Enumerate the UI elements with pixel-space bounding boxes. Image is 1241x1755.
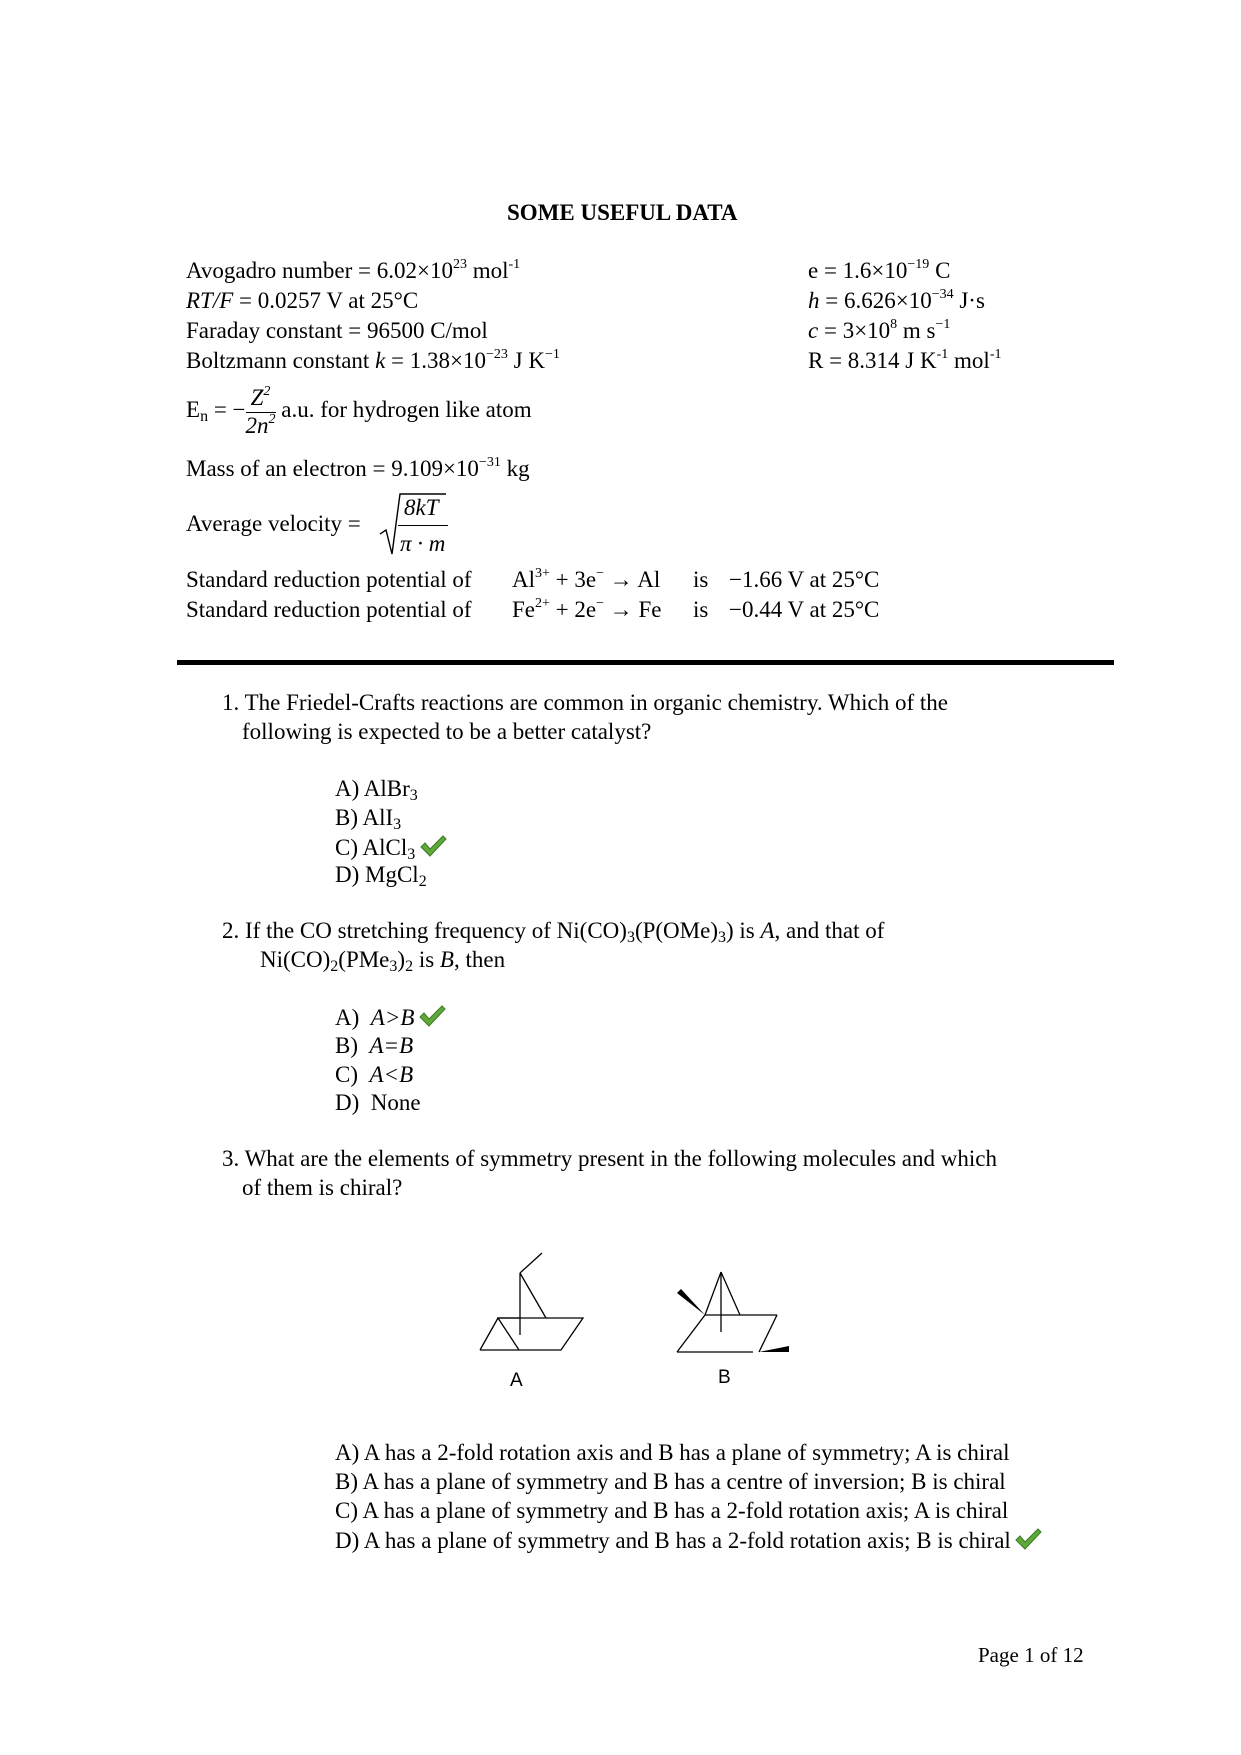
q2-text-line2: $Ni(CO)_2(PMe_3)_2$ is B, then — [260, 947, 506, 975]
potential-al-reaction: $Al^{3+} + 3e^- \to Al$ — [512, 566, 661, 592]
velocity-denominator: π · m — [400, 531, 446, 556]
q1-option-a: A) AlBr$_3$ — [335, 776, 418, 804]
velocity-fraction-bar — [398, 525, 448, 526]
q2-option-a: A) A>B — [335, 1004, 446, 1031]
electron-charge-line: $e = 1.6\times 10^{-19}$ C — [808, 257, 951, 283]
checkmark-icon — [418, 1004, 446, 1028]
velocity-numerator: 8kT — [404, 495, 439, 520]
q2-option-b: B) A=B — [335, 1033, 414, 1058]
avogadro-line: Avogadro number = $6.02\times 10^{23}$ mol$^{-1}$ — [186, 257, 521, 283]
section-divider — [177, 660, 1114, 665]
q2-option-d: D) None — [335, 1090, 421, 1115]
q1-option-b: B) AlI$_3$ — [335, 805, 402, 833]
rtf-line: RT/F = 0.0257 V at 25°C — [186, 288, 419, 313]
energy-fraction: $\frac{Z^2}{2n^2}$ — [245, 384, 276, 439]
electron-mass-line: Mass of an electron = $9.109\times 10^{-31}$ kg — [186, 455, 530, 481]
q3-option-a: A) A has a 2-fold rotation axis and B has a plane of symmetry; A is chiral — [335, 1440, 1010, 1465]
q2-option-c: C) A<B — [335, 1062, 414, 1087]
faraday-line: Faraday constant = 96500 C/mol — [186, 318, 488, 343]
q3-option-b: B) A has a plane of symmetry and B has a centre of inversion; B is chiral — [335, 1469, 1006, 1494]
checkmark-icon — [419, 834, 447, 858]
potential-fe-is: is — [693, 597, 709, 622]
q2-text-line1: 2. If the CO stretching frequency of $Ni(CO)_3(P(OMe)_3)$ is A, and that of — [222, 918, 885, 946]
potential-al-value: −1.66 V at 25°C — [729, 567, 880, 592]
checkmark-icon — [1013, 1527, 1043, 1551]
molecule-a-structure — [470, 1245, 590, 1365]
potential-al-label: Standard reduction potential of — [186, 567, 472, 592]
potential-fe-reaction: $Fe^{2+} + 2e^- \to Fe$ — [512, 596, 662, 622]
q1-text-line2: following is expected to be a better catalyst? — [242, 719, 652, 744]
light-speed-line: $c = 3\times 10^8$ m $s^{-1}$ — [808, 317, 951, 343]
molecule-a-label: A — [510, 1370, 523, 1391]
molecule-b-structure — [665, 1262, 805, 1372]
q3-option-d: D) A has a plane of symmetry and B has a 2-fold rotation axis; B is chiral — [335, 1527, 1043, 1554]
page-number: Page 1 of 12 — [978, 1643, 1084, 1667]
potential-fe-value: −0.44 V at 25°C — [729, 597, 880, 622]
energy-formula: $E_n$ = − $\frac{Z^2}{2n^2}$ a.u. for hydrogen like atom — [186, 384, 532, 439]
page-title: SOME USEFUL DATA — [507, 200, 738, 225]
q3-text-line2: of them is chiral? — [242, 1175, 403, 1200]
q3-text-line1: 3. What are the elements of symmetry present in the following molecules and which — [222, 1146, 997, 1171]
q1-text-line1: 1. The Friedel-Crafts reactions are common in organic chemistry. Which of the — [222, 690, 948, 715]
gas-constant-line: R = 8.314 J $K^{-1}$ mol$^{-1}$ — [808, 347, 1002, 373]
q1-option-d: D) MgCl$_2$ — [335, 862, 427, 890]
boltzmann-line: Boltzmann constant $k = 1.38\times 10^{-23}$ J $K^{-1}$ — [186, 347, 560, 373]
planck-line: $h = 6.626\times 10^{-34}$ J·s — [808, 287, 985, 313]
molecule-b-label: B — [718, 1367, 731, 1388]
q3-option-c: C) A has a plane of symmetry and B has a 2-fold rotation axis; A is chiral — [335, 1498, 1009, 1523]
velocity-label: Average velocity = — [186, 511, 361, 536]
potential-al-is: is — [693, 567, 709, 592]
potential-fe-label: Standard reduction potential of — [186, 597, 472, 622]
q1-option-c: C) AlCl$_3$ — [335, 834, 447, 861]
